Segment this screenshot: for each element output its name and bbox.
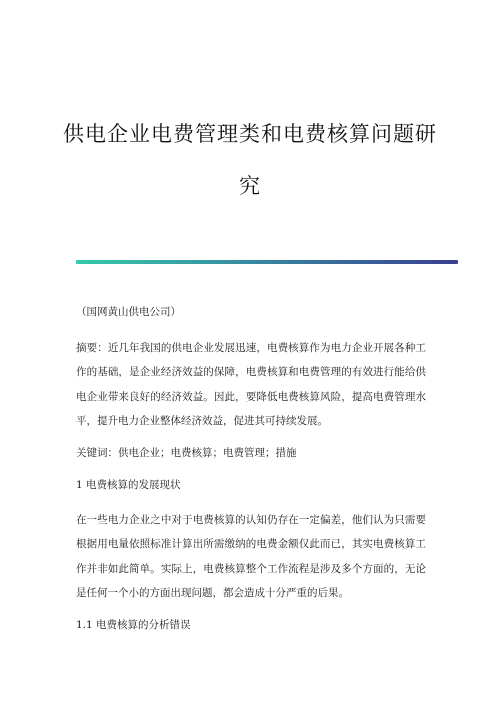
document-title-line-2: 究 (239, 174, 261, 198)
title-divider (76, 260, 458, 264)
section-1-paragraph: 在一些电力企业之中对于电费核算的认知仍存在一定偏差，他们认为只需要根据用电量依照标准计算出所需缴纳的电费金额仅此而已，其实电费核算工作并非如此简单。实际上，电费核算整个工作流程是涉及多个方面的，无论是任何一个小的方面出现问题，都会造成十分严重的后果。 (76, 514, 426, 599)
document-title-line-1: 供电企业电费管理类和电费核算问题研 (63, 122, 437, 146)
abstract-paragraph: 摘要：近几年我国的供电企业发展迅速，电费核算作为电力企业开展各种工作的基础，是企业经济效益的保障，电费核算和电费管理的有效进行能给供电企业带来良好的经济效益。因此，要降低电费核算风险，提高电费管理水平，提升电力企业整体经济效益，促进其可持续发展。 (76, 342, 426, 427)
author-affiliation: （国网黄山供电公司） (76, 306, 181, 318)
section-heading-1: 1 电费核算的发展现状 (76, 479, 181, 491)
keywords-line: 关键词：供电企业；电费核算；电费管理；措施 (76, 447, 297, 459)
section-heading-1-1: 1.1 电费核算的分析错误 (76, 619, 191, 631)
